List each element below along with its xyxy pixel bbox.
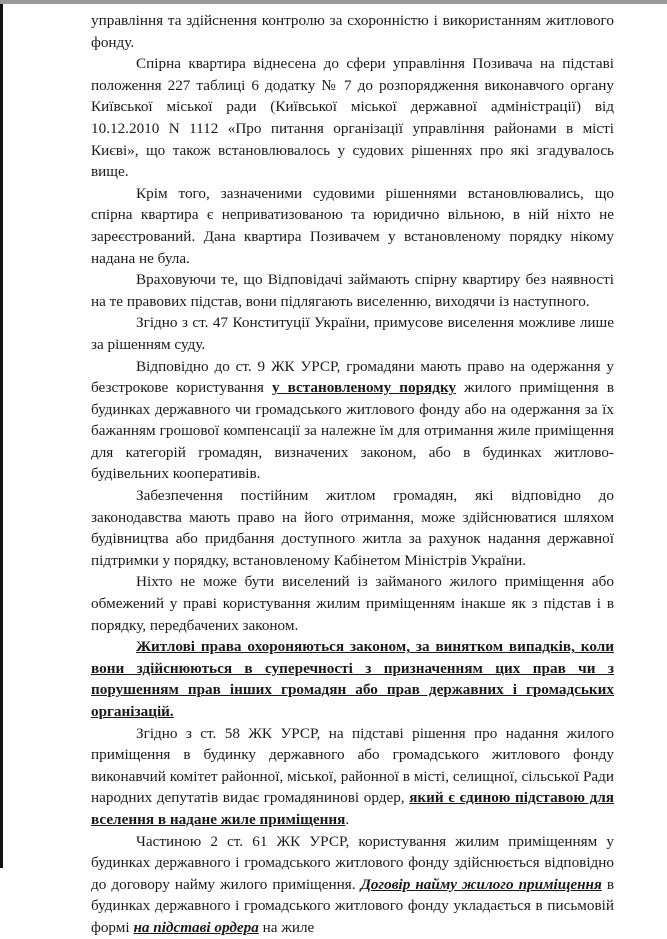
- document-paragraph: [91, 53, 614, 183]
- document-paragraph: [91, 356, 614, 486]
- paragraph-text: на жиле: [258, 918, 315, 936]
- document-paragraph: [91, 723, 614, 831]
- paragraph-text: Ніхто не може бути виселений із займаного жилого приміщення або обмежений у праві користування жилим приміщенням інакше як з підстав і в порядку, передбачених законом.: [91, 573, 614, 634]
- paragraph-text: жилого приміщення в будинках державного чи громадського житлового фонду або на одержання за їх бажанням грошової компенсації за належне їм для отримання жиле приміщення для категорій громадян, визначених законом, або в будинках житлово-будівельних кооперативів.: [91, 379, 615, 483]
- emphasized-text: який є єдиною підставою для вселення в надане жиле приміщення: [91, 789, 614, 828]
- document-paragraph: [91, 183, 614, 269]
- paragraph-text: Крім того, зазначеними судовими рішеннями встановлювались, що спірна квартира є неприватизованою та юридично вільною, в ній ніхто не зареєстрований. Дана квартира Позивачем у встановленому порядку нікому надана не була.: [91, 184, 614, 267]
- paragraph-text: Спірна квартира віднесена до сфери управління Позивача на підставі положення 227 таблиці 6 додатку № 7 до розпорядження виконавчого органу Київської міської ради (Київської міської державної адміністрації) від 10.12.2010 N 1112 «Про питання організації управління районами в місті Києві», що також встановлювалось у судових рішеннях про які згадувалось вище.: [91, 55, 614, 181]
- paragraph-text: Забезпечення постійним житлом громадян, які відповідно до законодавства мають право на його отримання, може здійснюватися шляхом будівництва або придбання доступного житла за рахунок надання державної підтримки у порядку, встановленому Кабінетом Міністрів України.: [91, 487, 614, 569]
- emphasized-text: Житлові права охороняються законом, за винятком випадків, коли вони здійснюються в суперечності з призначенням цих прав чи з порушенням прав інших громадян або прав державних і громадських організацій.: [91, 638, 614, 720]
- paragraph-text: Відповідно до ст. 9 ЖК УРСР, громадяни мають право на одержання у безстрокове користування: [91, 357, 614, 397]
- emphasized-text: на підставі ордера: [133, 918, 259, 936]
- window-left-border: [0, 4, 3, 868]
- paragraph-text: Згідно з ст. 47 Конституції України, примусове виселення можливе лише за рішенням суду.: [91, 314, 614, 353]
- window-top-border: [0, 0, 667, 4]
- document-page: [91, 10, 614, 939]
- paragraph-text: в будинках державного і громадського житлового фонду укладається в письмовій формі: [91, 875, 614, 936]
- emphasized-text: Договір найму жилого приміщення: [360, 875, 602, 893]
- document-paragraph: [91, 485, 614, 571]
- document-paragraph: [91, 269, 614, 312]
- paragraph-text: Згідно з ст. 58 ЖК УРСР, на підставі рішення про надання жилого приміщення в будинку державного або громадського житлового фонду виконавчий комітет районної, міської, районної в місті, селищної, сільської Ради народних депутатів видає громадянинові ордер,: [91, 724, 614, 807]
- document-paragraph: [91, 10, 614, 53]
- document-paragraph: [91, 312, 614, 355]
- document-paragraph: [91, 571, 614, 636]
- paragraph-text: Частиною 2 ст. 61 ЖК УРСР, користування жилим приміщенням у будинках державного і громадського житлового фонду здійснюється відповідно до договору найму жилого приміщення.: [91, 832, 614, 893]
- paragraph-text: управління та здійснення контролю за схоронністю і використанням житлового фонду.: [91, 12, 614, 51]
- document-paragraph: [91, 831, 614, 939]
- emphasized-text: у встановленому порядку: [271, 379, 457, 397]
- paragraph-text: Враховуючи те, що Відповідачі займають спірну квартиру без наявності на те правових підстав, вони підлягають виселенню, виходячи із наступного.: [91, 271, 614, 310]
- paragraph-text: .: [345, 810, 350, 828]
- document-paragraph: [91, 636, 614, 722]
